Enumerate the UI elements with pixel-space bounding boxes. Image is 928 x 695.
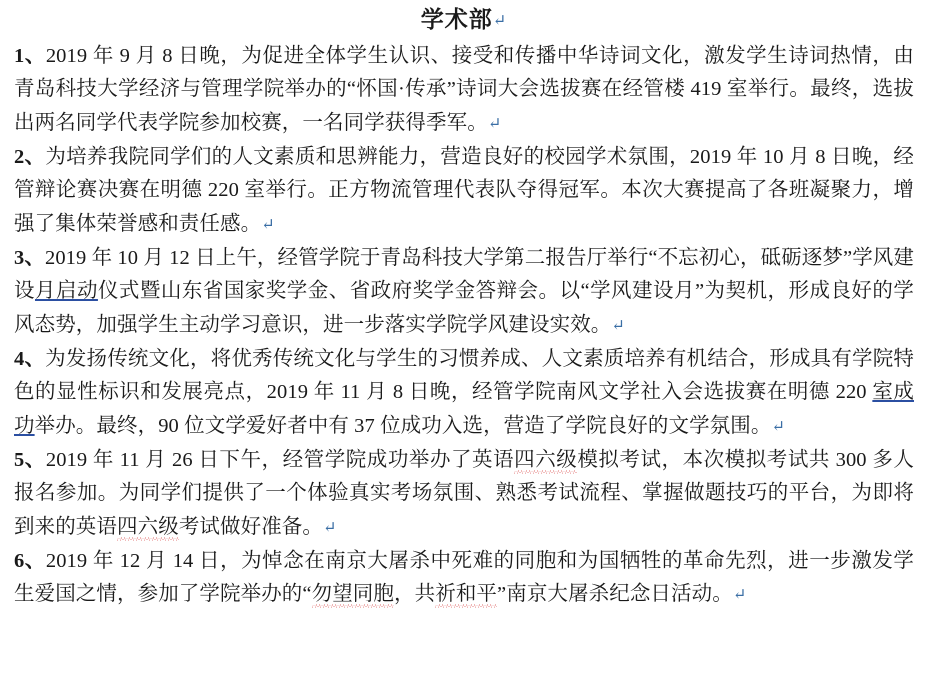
page-title bbox=[14, 4, 914, 38]
paragraph-number: 3、 bbox=[14, 246, 45, 269]
paragraph-mark: ↵ bbox=[323, 519, 337, 537]
paragraph-number: 5、 bbox=[14, 448, 46, 471]
paragraph bbox=[14, 40, 914, 141]
paragraph-mark: ↵ bbox=[261, 216, 275, 234]
text-run: 仪式暨山东省国家奖学金、省政府奖学金答辩会。以“学风建设月”为契机，形成良好的学风态势，加强学生主动学习意识，进一步落实学院学风建设实效。 bbox=[14, 280, 914, 336]
document-body bbox=[14, 40, 914, 613]
marked-text-run: 祈和平 bbox=[435, 583, 497, 609]
paragraph-mark: ↵ bbox=[611, 317, 625, 335]
paragraph-mark: ↵ bbox=[487, 115, 502, 133]
paragraph bbox=[14, 545, 914, 613]
paragraph-number: 2、 bbox=[14, 145, 46, 168]
paragraph-number: 4、 bbox=[14, 347, 46, 370]
paragraph bbox=[14, 141, 914, 242]
text-run: 考试做好准备。 bbox=[178, 515, 324, 538]
marked-text-run: 四六级 bbox=[117, 516, 179, 542]
paragraph-mark: ↵ bbox=[732, 587, 747, 604]
text-run: 2019 年 11 月 26 日下午，经管学院成功举办了英语 bbox=[45, 448, 515, 471]
text-run: 举办。最终，90 位文学爱好者中有 37 位成功入选，营造了学院良好的文学氛围。 bbox=[34, 414, 772, 437]
paragraph bbox=[14, 343, 914, 444]
paragraph-number: 1、 bbox=[14, 44, 46, 67]
text-run: 模拟考试，本次模拟考试共 300 多人报名参加。为同学们提供了一个体验真实考场氛围、熟悉考试流程、掌握做题技巧的平台，为即将到来的英语 bbox=[14, 448, 914, 538]
paragraph bbox=[14, 444, 914, 545]
text-run: 2019 年 12 月 14 日，为悼念在南京大屠杀中死难的同胞和为国牺牲的革命先烈，进一步激发学生爱国之情，参加了学院举办的“ bbox=[14, 549, 915, 606]
text-run: 2019 年 9 月 8 日晚，为促进全体学生认识、接受和传播中华诗词文化，激发学生诗词热情，由青岛科技大学经济与管理学院举办的“怀国·传承”诗词大会选拔赛在经管楼 419 室举行。最终，选拔出两名同学代表学院参加校赛，一名同学获得季军。 bbox=[14, 44, 914, 134]
text-run: 2019 年 10 月 12 日上午，经管学院于青岛科技大学第二报告厅举行“不忘初心，砥砺逐梦”学风建设 bbox=[14, 246, 915, 303]
text-run: ”南京大屠杀纪念日活动。 bbox=[497, 583, 733, 606]
paragraph-mark: ↵ bbox=[771, 418, 785, 436]
text-run: 为培养我院同学们的人文素质和思辨能力，营造良好的校园学术氛围，2019 年 10 月 8 日晚，经管辩论赛决赛在明德 220 室举行。正方物流管理代表队夺得冠军。本次大赛提高了各班凝聚力，增强了集体荣誉感和责任感。 bbox=[14, 145, 914, 235]
marked-text-run: 勿望同胞 bbox=[312, 583, 394, 609]
paragraph-number: 6、 bbox=[14, 549, 46, 572]
marked-text-run: 四六级 bbox=[514, 449, 577, 475]
paragraph-mark: ↵ bbox=[492, 12, 508, 30]
marked-text-run: 室成功 bbox=[14, 381, 914, 437]
text-run: ，共 bbox=[394, 583, 436, 606]
text-run: 为发扬传统文化，将优秀传统文化与学生的习惯养成、人文素质培养有机结合，形成具有学院特色的显性标识和发展亮点，2019 年 11 月 8 日晚，经管学院南风文学社入会选拔赛在明德 220 bbox=[14, 347, 915, 404]
page-title-text: 学术部 bbox=[420, 7, 493, 32]
paragraph bbox=[14, 242, 914, 343]
marked-text-run: 月启动 bbox=[34, 280, 98, 303]
